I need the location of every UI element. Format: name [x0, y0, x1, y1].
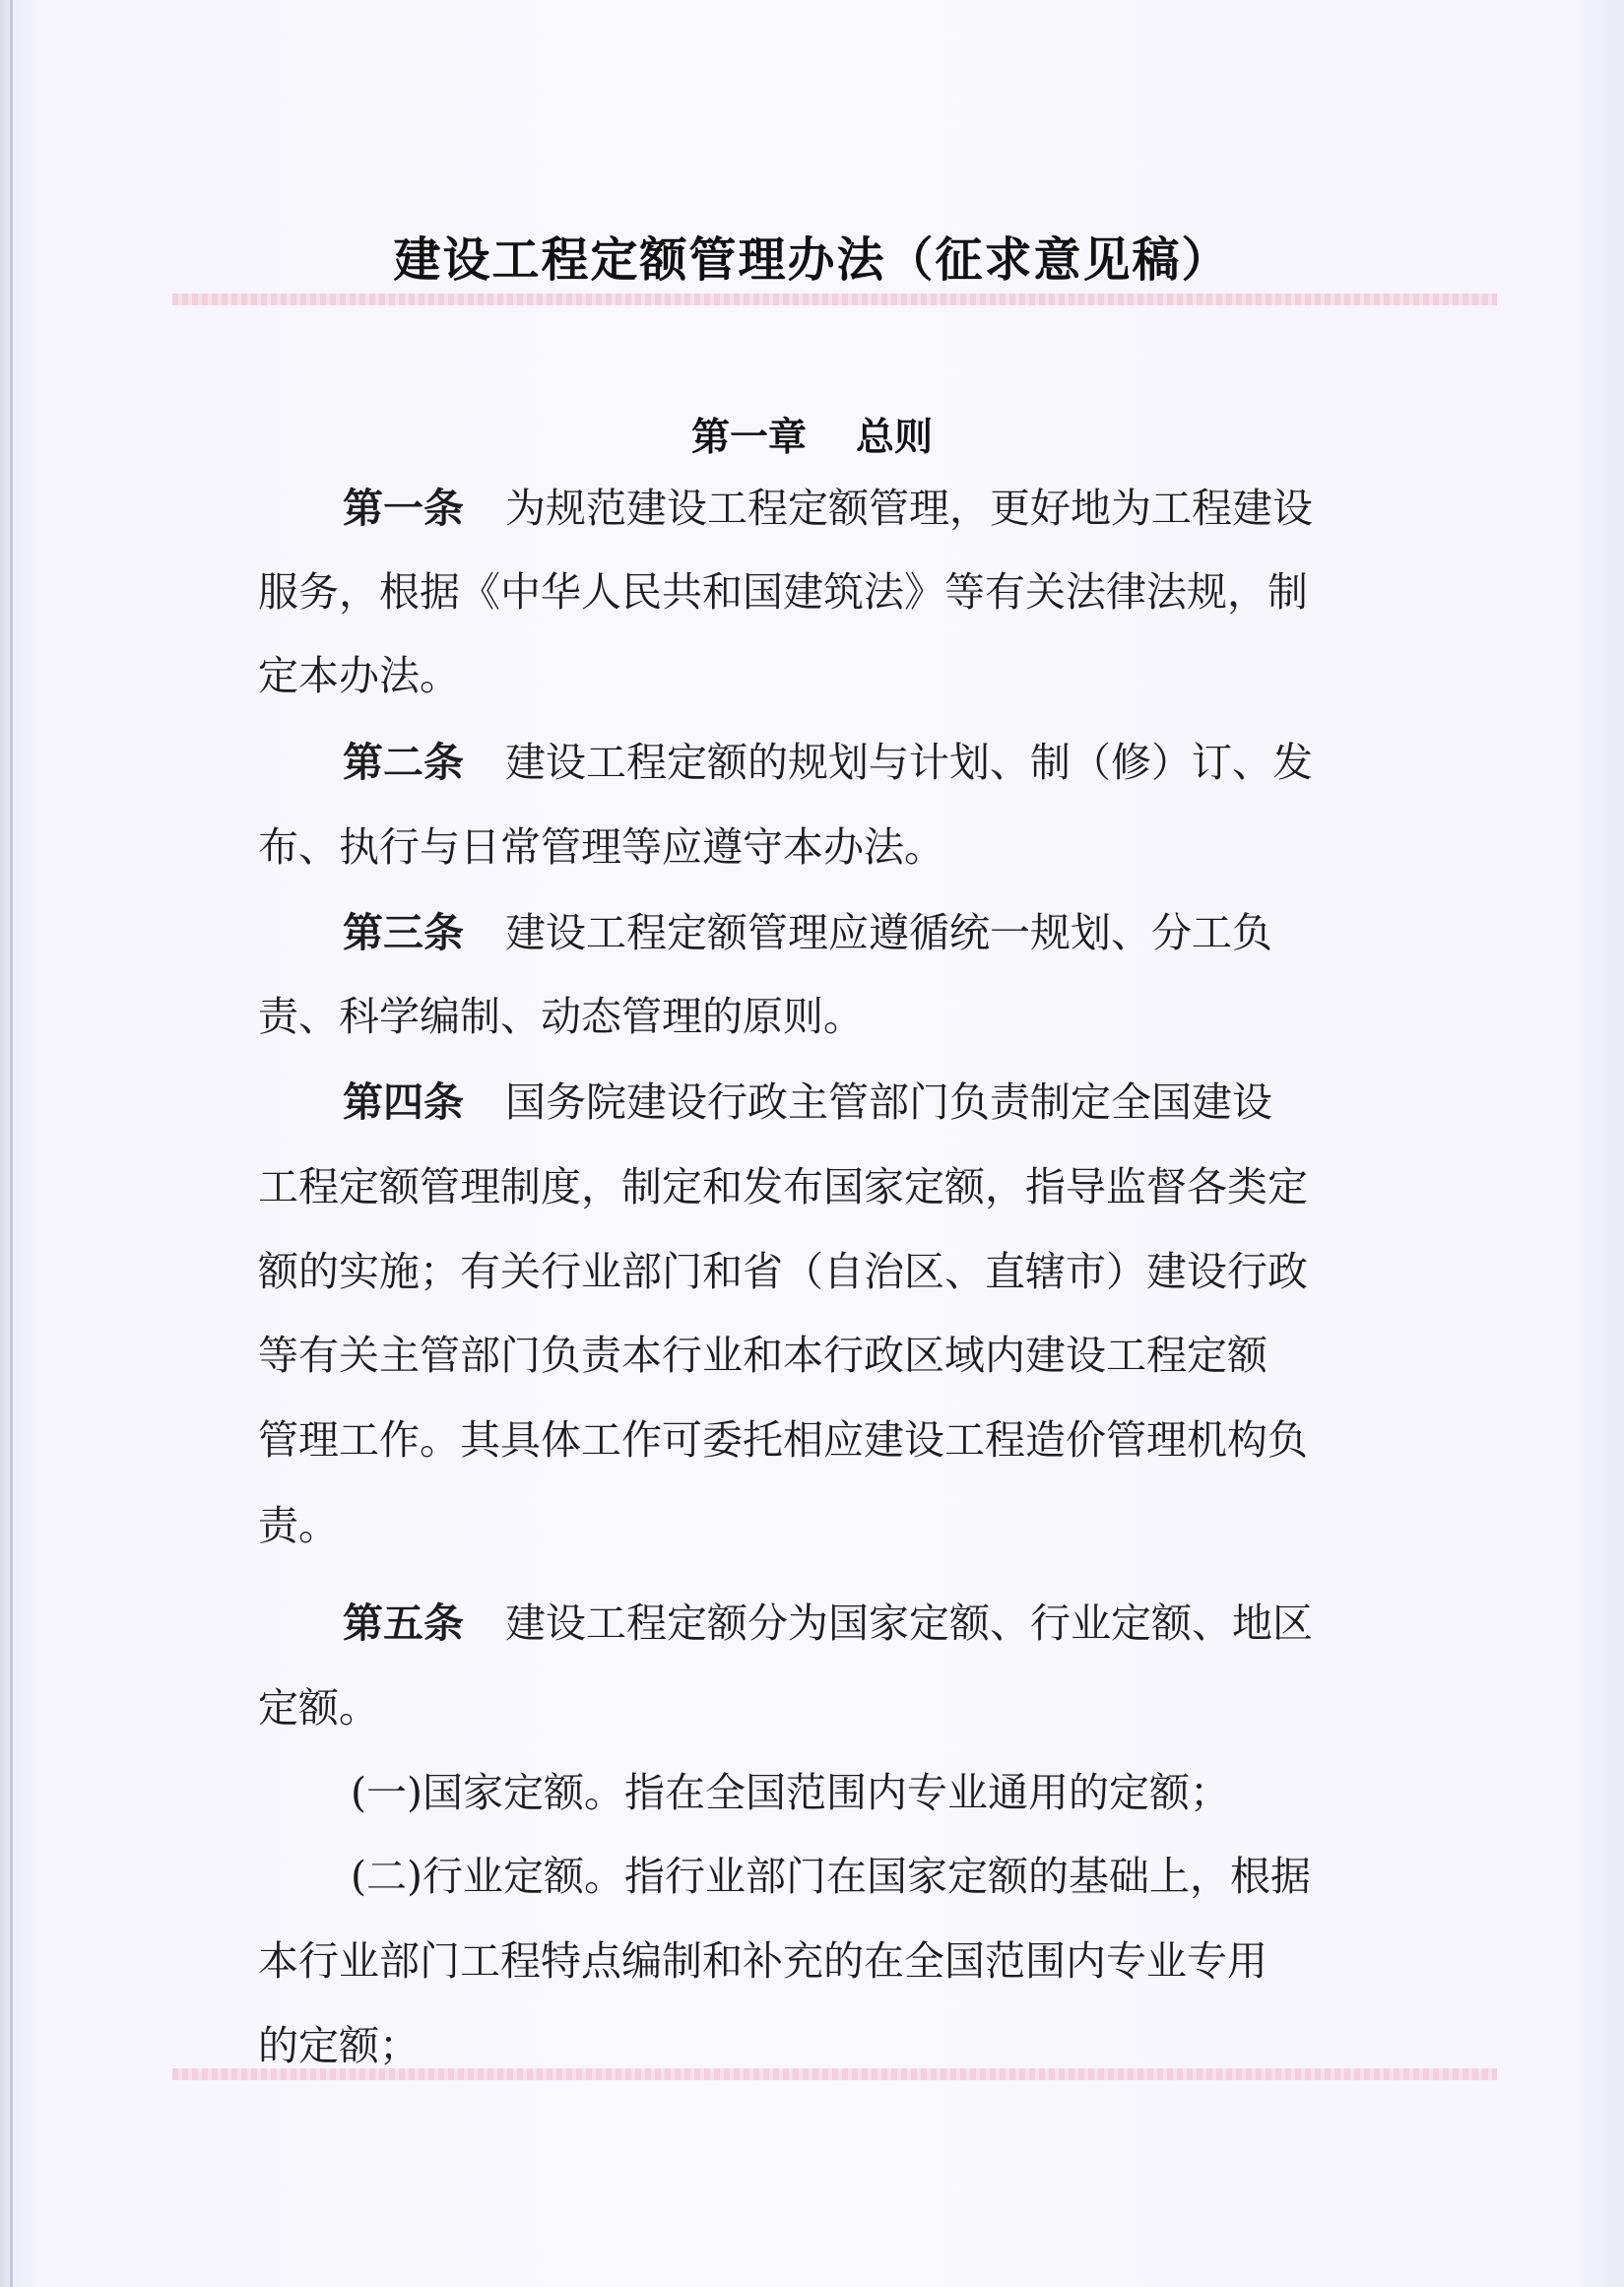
- article-4-line-3: 额的实施；有关行业部门和省（自治区、直辖市）建设行政: [258, 1248, 1308, 1295]
- article-4-line-2: 工程定额管理制度，制定和发布国家定额，指导监督各类定: [258, 1163, 1308, 1210]
- article-label: 第一条: [343, 485, 464, 532]
- article-4-line-6: 责。: [258, 1502, 339, 1549]
- article-label: 第五条: [343, 1600, 464, 1647]
- scan-edge: [10, 0, 13, 2287]
- article-3-line-1: 第三条 建设工程定额管理应遵循统一规划、分工负: [343, 909, 1272, 956]
- article-label: 第二条: [343, 739, 464, 786]
- article-2-line-2: 布、执行与日常管理等应遵守本办法。: [258, 823, 944, 871]
- item-2-line-2: 本行业部门工程特点编制和补充的在全国范围内专业专用: [258, 1937, 1267, 1985]
- header-rule: [172, 294, 1497, 305]
- item-1-line-1: (一)国家定额。指在全国范围内专业通用的定额；: [351, 1769, 1230, 1816]
- article-1-line-3: 定本办法。: [258, 652, 460, 699]
- document-title: 建设工程定额管理办法（征求意见稿）: [393, 232, 1231, 288]
- article-label: 第三条: [343, 909, 464, 956]
- article-4-line-5: 管理工作。其具体工作可委托相应建设工程造价管理机构负: [258, 1416, 1308, 1464]
- article-3-line-2: 责、科学编制、动态管理的原则。: [258, 993, 864, 1040]
- article-4-line-1: 第四条 国务院建设行政主管部门负责制定全国建设: [343, 1078, 1272, 1126]
- chapter-name: 总则: [856, 415, 934, 460]
- article-1-line-2: 服务，根据《中华人民共和国建筑法》等有关法律法规，制: [258, 568, 1308, 616]
- article-5-line-1: 第五条 建设工程定额分为国家定额、行业定额、地区: [343, 1600, 1313, 1647]
- article-1-line-1: 第一条 为规范建设工程定额管理，更好地为工程建设: [343, 485, 1313, 532]
- chapter-number: 第一章: [690, 415, 807, 460]
- item-2-line-3: 的定额；: [258, 2022, 420, 2069]
- item-2-line-1: (二)行业定额。指行业部门在国家定额的基础上，根据: [351, 1853, 1311, 1900]
- article-5-line-2: 定额。: [258, 1684, 379, 1732]
- article-label: 第四条: [343, 1078, 464, 1126]
- article-4-line-4: 等有关主管部门负责本行业和本行政区域内建设工程定额: [258, 1332, 1267, 1379]
- chapter-heading: [0, 410, 1624, 465]
- article-2-line-1: 第二条 建设工程定额的规划与计划、制（修）订、发: [343, 739, 1313, 786]
